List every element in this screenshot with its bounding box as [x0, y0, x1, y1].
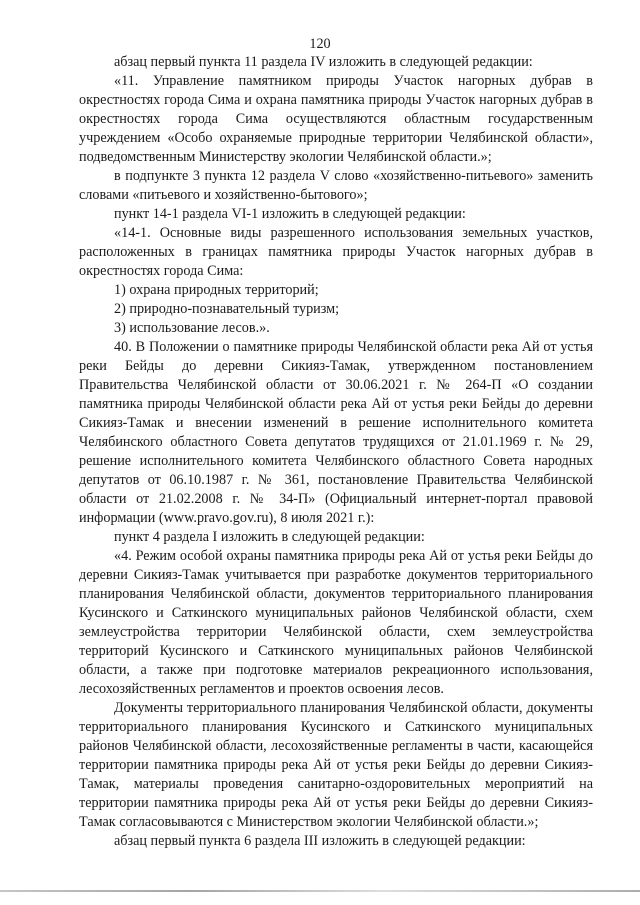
paragraph-section-40: 40. В Положении о памятнике природы Челябинской области река Ай от устья реки Бейды до деревни Сикияз-Тамак, утвержденном постановлением Правительства Челябинской области от 30.06.2021 г. № 264-П «О создании памятника природы Челябинской области река Ай от устья реки Бейды до деревни Сикияз-Тамак и внесении изменений в решение исполнительного комитета Челябинского областного Совета депутатов трудящихся от 21.01.1969 г. № 29, решение исполнительного комитета Челябинского областного Совета народных депутатов от 06.10.1987 г. № 361, постановление Правительства Челябинской области от 21.02.2008 г. № 34-П» (Официальный интернет-портал правовой информации (www.pravo.gov.ru), 8 июля 2021 г.): — [79, 339, 593, 526]
page-number: 120 — [309, 36, 331, 52]
list-item-3: 3) использование лесов.». — [114, 320, 270, 336]
list-item-2: 2) природно-познавательный туризм; — [114, 301, 340, 317]
paragraph-amendment-intro-11: абзац первый пункта 11 раздела IV изложить в следующей редакции: — [114, 54, 533, 70]
list-item-1: 1) охрана природных территорий; — [114, 282, 319, 298]
paragraph-item-11-text: «11. Управление памятником природы Участок нагорных дубрав в окрестностях города Сима и охрана памятника природы Участок нагорных дубрав в окрестностях города Сима осуществляются областным государственным учреждением «Особо охраняемые природные территории Челябинской области», подведомственным Министерству экологии Челябинской области.»; — [79, 73, 593, 165]
paragraph-amendment-intro-14-1: пункт 14-1 раздела VI-1 изложить в следующей редакции: — [114, 206, 466, 222]
scan-edge-line — [0, 890, 640, 892]
paragraph-item-14-1-text: «14-1. Основные виды разрешенного использования земельных участков, расположенных в границах памятника природы Участок нагорных дубрав в окрестностях города Сима: — [79, 225, 593, 279]
paragraph-item-4-text: «4. Режим особой охраны памятника природы река Ай от устья реки Бейды до деревни Сикияз-Тамак учитывается при разработке документов территориального планирования Челябинской области, документов территориального планирования Кусинского и Саткинского муниципальных районов Челябинской области, схем землеустройства территории Челябинской области, схем землеустройства территорий Кусинского и Саткинского муниципальных районов Челябинской области, а также при подготовке материалов рекреационного использования, лесохозяйственных регламентов и проектов освоения лесов. — [79, 548, 593, 697]
document-body — [79, 53, 593, 851]
paragraph-amendment-intro-4: пункт 4 раздела I изложить в следующей редакции: — [114, 529, 425, 545]
paragraph-amendment-intro-6: абзац первый пункта 6 раздела III изложить в следующей редакции: — [114, 833, 526, 849]
paragraph-item-4-continuation: Документы территориального планирования Челябинской области, документы территориального планирования Кусинского и Саткинского муниципальных районов Челябинской области, лесохозяйственные регламенты в части, касающейся территории памятника природы река Ай от устья реки Бейды до деревни Сикияз-Тамак, материалы проведения санитарно-оздоровительных мероприятий на территории памятника природы река Ай от устья реки Бейды до деревни Сикияз-Тамак согласовываются с Министерством экологии Челябинской области.»; — [79, 700, 593, 830]
paragraph-item-12-replacement: в подпункте 3 пункта 12 раздела V слово «хозяйственно-питьевого» заменить словами «питьевого и хозяйственно-бытового»; — [79, 168, 593, 203]
